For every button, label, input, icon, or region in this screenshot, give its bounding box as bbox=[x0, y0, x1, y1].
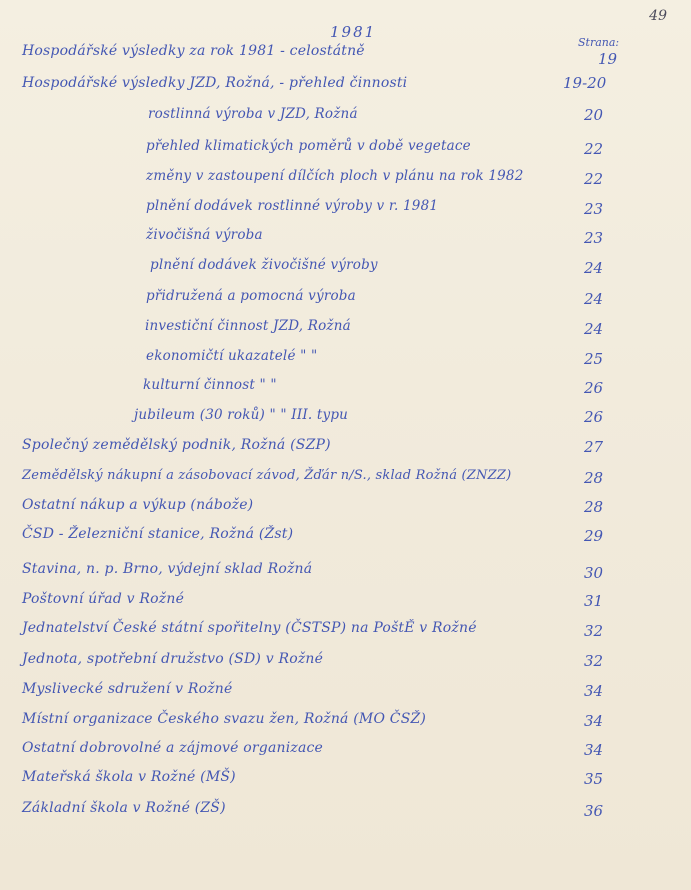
index-entry-text: Hospodářské výsledky za rok 1981 - celostátně bbox=[22, 43, 365, 59]
index-entry-page: 30 bbox=[584, 564, 604, 582]
index-entry-text: kulturní činnost " " bbox=[143, 377, 277, 393]
index-entry-text: přidružená a pomocná výroba bbox=[146, 288, 356, 304]
index-entry-page: 20 bbox=[584, 106, 604, 124]
index-entry-page: 19-20 bbox=[563, 74, 607, 92]
index-entry-page: 24 bbox=[584, 290, 604, 308]
index-entry-page: 24 bbox=[584, 320, 604, 338]
page-column-heading: Strana: bbox=[578, 36, 620, 49]
index-entry-page: 35 bbox=[584, 770, 604, 788]
index-entry-text: Hospodářské výsledky JZD, Rožná, - přehled činnosti bbox=[22, 75, 408, 91]
index-entry-page: 19 bbox=[598, 50, 618, 68]
page-number: 49 bbox=[649, 8, 667, 24]
index-entry-text: ekonomičtí ukazatelé " " bbox=[146, 348, 318, 364]
index-entry-page: 23 bbox=[584, 200, 604, 218]
index-entry-text: Společný zemědělský podnik, Rožná (SZP) bbox=[22, 437, 331, 453]
index-entry-page: 34 bbox=[584, 712, 604, 730]
index-entry-page: 24 bbox=[584, 259, 604, 277]
index-entry-page: 27 bbox=[584, 438, 604, 456]
index-entry-page: 28 bbox=[584, 498, 604, 516]
index-entry-text: změny v zastoupení dílčích ploch v plánu na rok 1982 bbox=[146, 168, 524, 184]
index-entry-page: 34 bbox=[584, 682, 604, 700]
index-entry-page: 23 bbox=[584, 229, 604, 247]
index-entry-page: 26 bbox=[584, 408, 604, 426]
index-entry-text: Jednota, spotřební družstvo (SD) v Rožné bbox=[22, 651, 324, 667]
index-entry-page: 26 bbox=[584, 379, 604, 397]
index-entry-page: 29 bbox=[584, 527, 604, 545]
index-entry-page: 22 bbox=[584, 140, 604, 158]
index-entry-page: 31 bbox=[584, 592, 604, 610]
index-entry-page: 32 bbox=[584, 652, 604, 670]
index-entry-page: 36 bbox=[584, 802, 604, 820]
index-entry-text: Ostatní nákup a výkup (nábože) bbox=[22, 497, 254, 513]
index-entry-page: 34 bbox=[584, 741, 604, 759]
index-entry-text: jubileum (30 roků) " " III. typu bbox=[134, 407, 349, 423]
index-entry-text: Zemědělský nákupní a zásobovací závod, Žďár n/S., sklad Rožná (ZNZZ) bbox=[22, 468, 512, 483]
year-heading: 1981 bbox=[330, 23, 377, 41]
index-entry-page: 25 bbox=[584, 350, 604, 368]
index-entry-text: Mateřská škola v Rožné (MŠ) bbox=[22, 769, 236, 785]
index-entry-text: přehled klimatických poměrů v době vegetace bbox=[146, 138, 471, 154]
index-entry-text: investiční činnost JZD, Rožná bbox=[145, 318, 351, 334]
index-entry-text: plnění dodávek rostlinné výroby v r. 1981 bbox=[146, 198, 439, 214]
index-entry-text: Myslivecké sdružení v Rožné bbox=[22, 681, 233, 697]
index-entry-text: Ostatní dobrovolné a zájmové organizace bbox=[22, 740, 324, 756]
index-entry-text: Základní škola v Rožné (ZŠ) bbox=[22, 800, 226, 816]
index-entry-page: 28 bbox=[584, 469, 604, 487]
index-entry-text: Jednatelství České státní spořitelny (ČSTSP) na PoštĚ v Rožné bbox=[22, 620, 477, 636]
index-entry-page: 22 bbox=[584, 170, 604, 188]
index-entry-text: plnění dodávek živočišné výroby bbox=[150, 257, 378, 273]
index-entry-text: Místní organizace Českého svazu žen, Rožná (MO ČSŽ) bbox=[22, 711, 427, 727]
index-entry-text: rostlinná výroba v JZD, Rožná bbox=[148, 106, 358, 122]
index-entry-text: Poštovní úřad v Rožné bbox=[22, 591, 185, 607]
index-entry-text: ČSD - Železniční stanice, Rožná (Žst) bbox=[22, 526, 294, 542]
index-entry-page: 32 bbox=[584, 622, 604, 640]
index-entry-text: Stavina, n. p. Brno, výdejní sklad Rožná bbox=[22, 561, 313, 577]
index-entry-text: živočišná výroba bbox=[146, 227, 263, 243]
